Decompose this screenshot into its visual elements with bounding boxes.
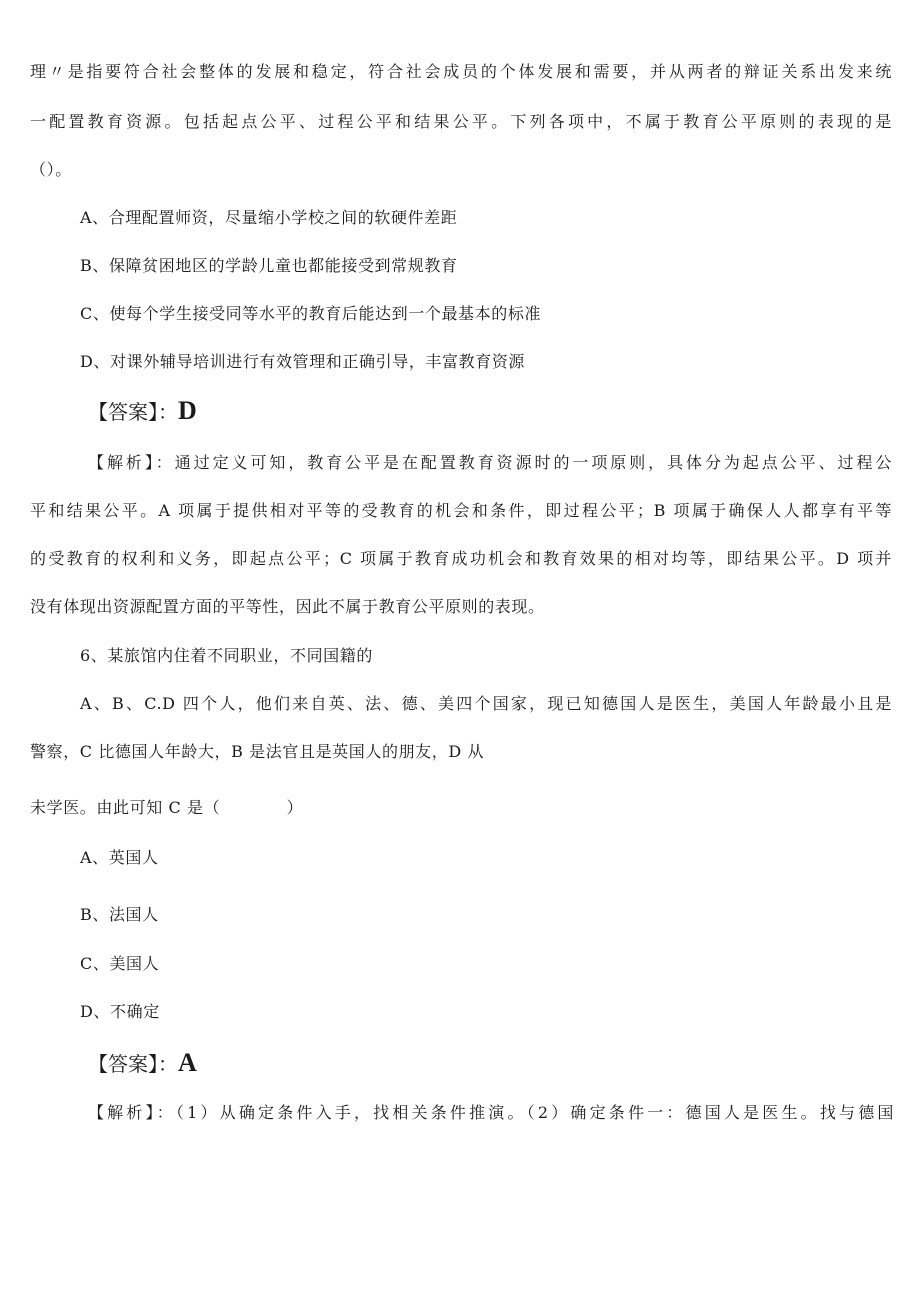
q5-analysis-line-4: 没有体现出资源配置方面的平等性，因此不属于教育公平原则的表现。 — [30, 597, 545, 616]
q6-option-d: D、不确定 — [80, 1002, 160, 1021]
q6-analysis-label: 【解析】 — [88, 1103, 157, 1122]
q6-answer — [88, 1049, 197, 1078]
q5-answer — [88, 397, 197, 426]
q6-option-a: A、英国人 — [80, 848, 159, 867]
q5-analysis-text-1: ：通过定义可知，教育公平是在配置教育资源时的一项原则，具体分为起点公平、过程公 — [155, 453, 893, 472]
q6-stem-line-1: 6、某旅馆内住着不同职业，不同国籍的 — [80, 646, 373, 665]
q5-answer-letter: D — [178, 396, 197, 425]
q6-analysis-text-1: ：（1）从确定条件入手，找相关条件推演。（2）确定条件一：德国人是医生。找与德国 — [156, 1103, 894, 1122]
q6-option-c: C、美国人 — [80, 954, 160, 973]
q6-stem-line-4: 未学医。由此可知 C 是（ ） — [30, 798, 304, 817]
q5-answer-label: 【答案】： — [88, 400, 178, 424]
q5-option-b: B、保障贫困地区的学龄儿童也都能接受到常规教育 — [80, 256, 458, 275]
q5-option-a: A、合理配置师资，尽量缩小学校之间的软硬件差距 — [80, 208, 458, 227]
q5-stem-line-3: （）。 — [30, 160, 72, 179]
q6-answer-label: 【答案】： — [88, 1052, 178, 1076]
q6-option-b: B、法国人 — [80, 905, 159, 924]
q6-stem-line-3: 警察，C 比德国人年龄大，B 是法官且是英国人的朋友，D 从 — [30, 742, 485, 761]
q5-option-c: C、使每个学生接受同等水平的教育后能达到一个最基本的标准 — [80, 304, 542, 323]
q6-answer-letter: A — [178, 1048, 197, 1077]
q6-analysis-line-1 — [88, 1102, 894, 1124]
q5-analysis-line-1 — [88, 452, 892, 474]
q5-analysis-line-3: 的受教育的权利和义务，即起点公平；C 项属于教育成功机会和教育效果的相对均等，即结果公平。D 项并 — [30, 549, 892, 568]
q5-stem-line-1: 理〃是指要符合社会整体的发展和稳定，符合社会成员的个体发展和需要，并从两者的辩证关系出发来统 — [30, 62, 892, 81]
q6-stem-line-2: A、B、C.D 四个人，他们来自英、法、德、美四个国家，现已知德国人是医生，美国人年龄最小且是 — [80, 694, 892, 713]
q5-stem-line-2: 一配置教育资源。包括起点公平、过程公平和结果公平。下列各项中，不属于教育公平原则的表现的是 — [30, 112, 892, 131]
q5-option-d: D、对课外辅导培训进行有效管理和正确引导，丰富教育资源 — [80, 352, 526, 371]
q5-analysis-line-2: 平和结果公平。A 项属于提供相对平等的受教育的机会和条件，即过程公平；B 项属于确保人人都享有平等 — [30, 501, 892, 520]
q5-analysis-label: 【解析】 — [88, 453, 156, 472]
